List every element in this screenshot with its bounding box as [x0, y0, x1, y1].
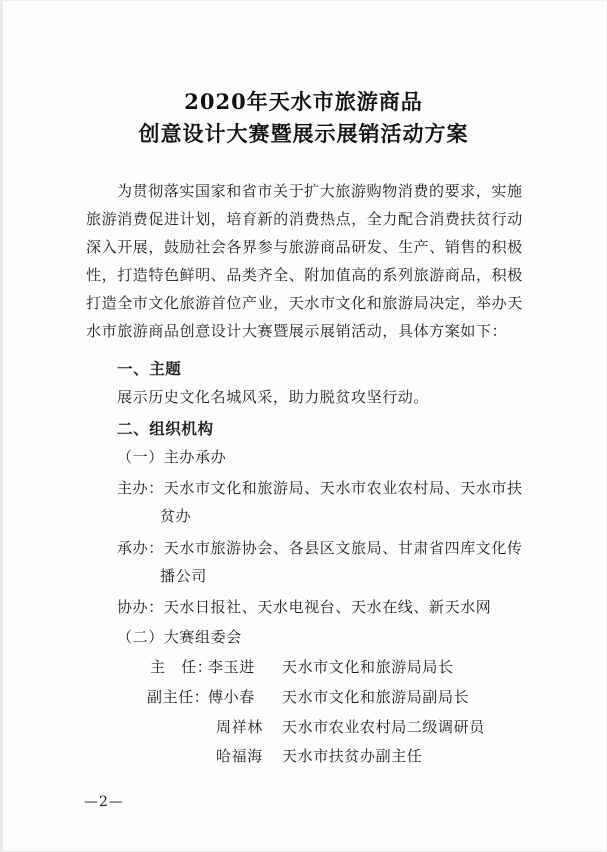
intro-line: 水市旅游商品创意设计大赛暨展示展销活动，具体方案如下： — [86, 322, 508, 340]
host-line: 主办：天水市文化和旅游局、天水市农业农村局、天水市扶 — [117, 479, 523, 497]
organizer-line-continued: 播公司 — [160, 567, 207, 585]
committee-name: 傅小春 — [208, 688, 255, 706]
committee-title: 天水市文化和旅游局副局长 — [282, 688, 470, 706]
section-1-text: 展示历史文化名城风采，助力脱贫攻坚行动。 — [117, 388, 430, 406]
committee-title: 天水市文化和旅游局局长 — [282, 658, 454, 676]
intro-line: 为贯彻落实国家和省市关于扩大旅游购物消费的要求，实施 — [117, 182, 523, 200]
intro-line: 打造全市文化旅游首位产业，天水市文化和旅游局决定，举办天 — [86, 294, 523, 312]
committee-title: 天水市扶贫办副主任 — [282, 747, 423, 765]
section-1-heading: 一、主题 — [117, 359, 182, 378]
document-title-line-1: 2020年天水市旅游商品 — [184, 89, 423, 114]
intro-line: 深入开展，鼓励社会各界参与旅游商品研发、生产、销售的积极 — [86, 238, 523, 256]
intro-line: 旅游消费促进计划，培育新的消费热点，全力配合消费扶贫行动 — [86, 210, 523, 228]
subsection-committee-heading: （二）大赛组委会 — [117, 628, 242, 646]
page-number: —2— — [84, 794, 124, 810]
section-2-heading: 二、组织机构 — [117, 419, 214, 438]
committee-name: 李玉进 — [208, 658, 255, 676]
committee-role: 主 任： — [150, 658, 213, 676]
committee-title: 天水市农业农村局二级调研员 — [282, 718, 485, 736]
host-line-continued: 贫办 — [160, 507, 192, 525]
document-title-line-2: 创意设计大赛暨展示展销活动方案 — [138, 121, 469, 146]
subsection-host-heading: （一）主办承办 — [117, 448, 227, 466]
committee-name: 哈福海 — [216, 747, 263, 765]
intro-line: 性，打造特色鲜明、品类齐全、附加值高的系列旅游商品，积极 — [86, 266, 523, 284]
organizer-line: 承办：天水市旅游协会、各县区文旅局、甘肃省四库文化传 — [117, 539, 523, 557]
coorganizer-line: 协办：天水日报社、天水电视台、天水在线、新天水网 — [117, 598, 492, 616]
committee-name: 周祥林 — [216, 718, 263, 736]
committee-role: 副主任： — [147, 688, 210, 706]
